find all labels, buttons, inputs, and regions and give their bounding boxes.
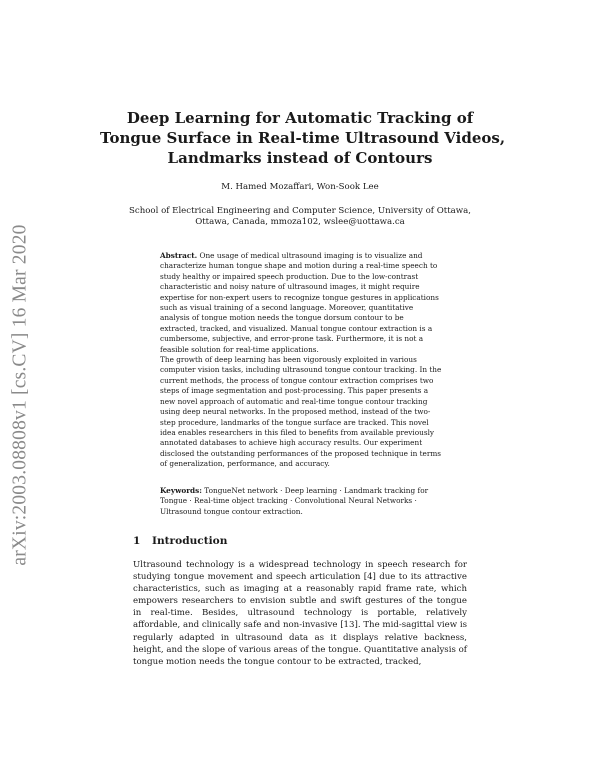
abstract-paragraph-2: The growth of deep learning has been vigorously exploited in various computer vision tasks, including ultrasound tongue contour tracking. In the current methods, the process of tongue contour extraction comprises two steps of image segmentation and post-processing. This paper presents a new novel approach of automatic and real-time tongue contour tracking using deep neural networks. In the proposed method, instead of the two-step procedure, landmarks of the tongue surface are tracked. This novel idea enables researchers in this filed to benefits from available previously annotated databases to achieve high accuracy results. Our experiment disclosed the outstanding performances of the proposed technique in terms of generalization, performance, and accuracy. — [160, 355, 442, 469]
authors: M. Hamed Mozaffari, Won-Sook Lee — [221, 182, 379, 192]
abstract-text-1: One usage of medical ultrasound imaging is to visualize and characterize human tongue shape and motion during a real-time speech to study healthy or impaired speech production. Due to the low-contrast characteristic and noisy nature of ultrasound images, it might require expertise for non-expert users to recognize tongue gestures in applications such as visual training of a second language. Moreover, quantitative analysis of tongue motion needs the tongue dorsum contour to be extracted, tracked, and visualized. Manual tongue contour extraction is a cumbersome, subjective, and error-prone task. Furthermore, it is not a feasible solution for real-time applications. — [160, 251, 439, 354]
arxiv-sidebar — [7, 200, 35, 590]
section-heading — [133, 535, 227, 547]
abstract-label: Abstract. — [160, 251, 198, 260]
intro-paragraph: Ultrasound technology is a widespread technology in speech research for studying tongue movement and speech articulation [4] due to its attractive characteristics, such as imaging at a reasonably rapid frame rate, which empowers researchers to envision subtle and swift gestures of the tongue in real-time. Besides, ultrasound technology is portable, relatively affordable, and clinically safe and non-invasive [13]. The mid-sagittal view is regularly adapted in ultrasound data as it displays relative backness, height, and the slope of various areas of the tongue. Quantitative analysis of tongue motion needs the tongue contour to be extracted, tracked, — [133, 560, 467, 667]
arxiv-identifier: arXiv:2003.08808v1 [cs.CV] 16 Mar 2020 — [10, 224, 32, 566]
keywords-label: Keywords: — [160, 486, 202, 495]
affiliation-line: School of Electrical Engineering and Computer Science, University of Ottawa, — [129, 206, 471, 216]
affiliation — [100, 206, 500, 228]
section-title: Introduction — [152, 535, 228, 547]
keywords — [160, 486, 442, 517]
introduction-body — [133, 559, 467, 668]
paper-title — [100, 108, 506, 168]
abstract-paragraph-1 — [160, 251, 442, 355]
keywords-paragraph — [160, 486, 442, 517]
title-line: Tongue Surface in Real-time Ultrasound Videos, — [100, 129, 506, 147]
title-line: Landmarks instead of Contours — [167, 149, 433, 167]
affiliation-line: Ottawa, Canada, mmoza102, wslee@uottawa.ca — [195, 217, 405, 228]
section-number: 1 — [133, 535, 141, 547]
abstract — [160, 251, 442, 470]
title-line: Deep Learning for Automatic Tracking of — [126, 109, 474, 127]
keywords-text: TongueNet network · Deep learning · Landmark tracking for Tongue · Real-time object tracking · Convolutional Neural Networks · Ultrasound tongue contour extraction. — [160, 486, 429, 516]
